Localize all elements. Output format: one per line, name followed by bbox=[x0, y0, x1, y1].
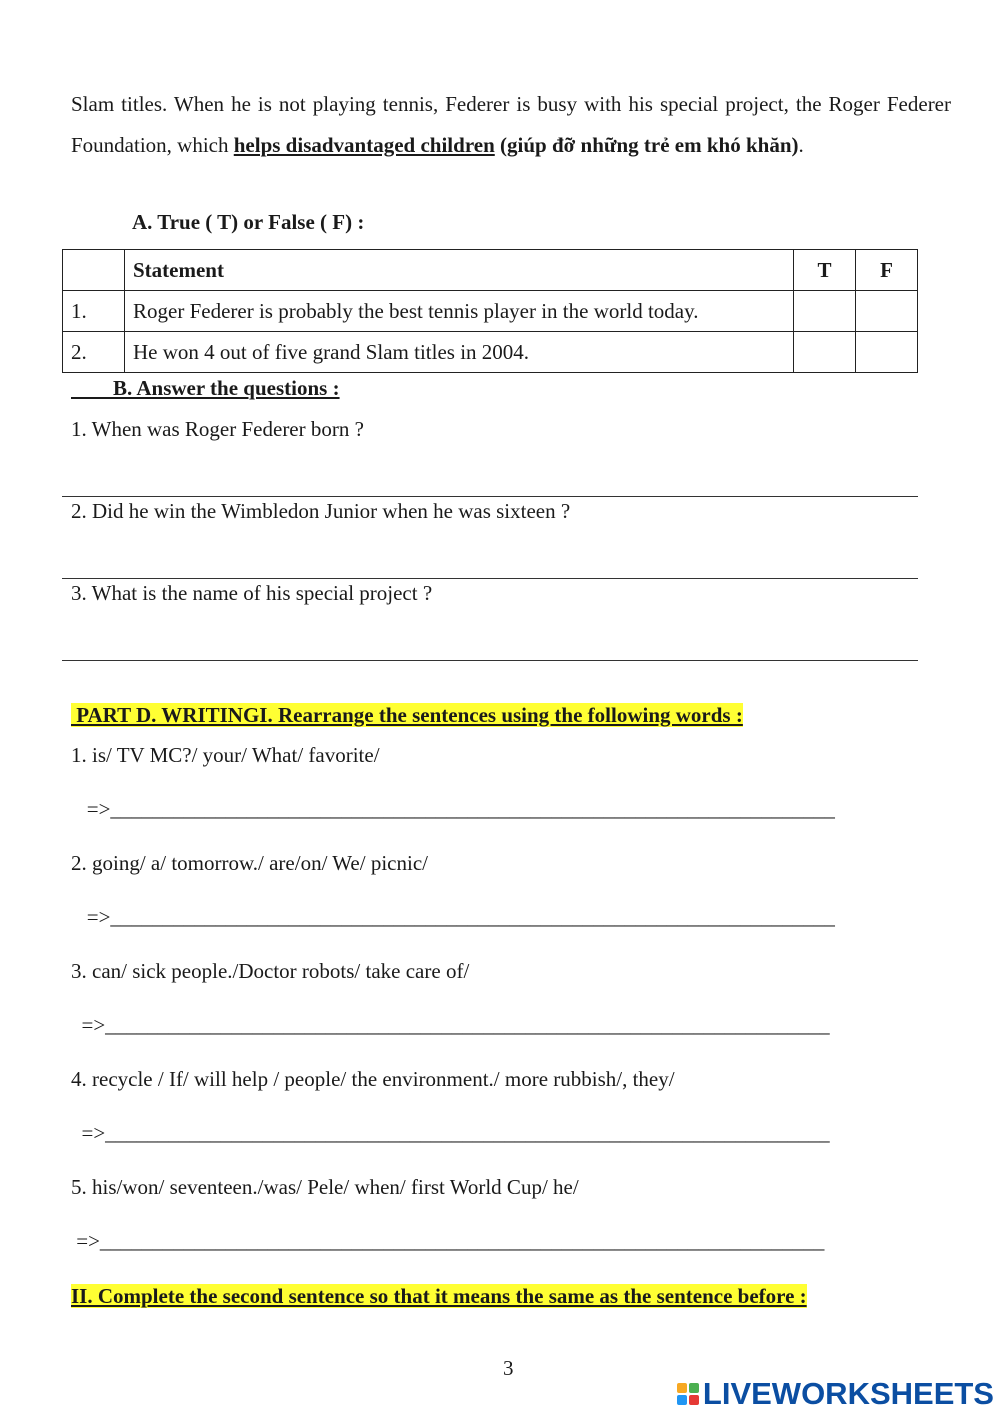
row-false-cell[interactable] bbox=[856, 332, 918, 373]
row-number: 1. bbox=[63, 291, 125, 332]
rearrange-answer-1[interactable]: =>_____________________________________________________________________ bbox=[71, 797, 835, 821]
answer-line-3[interactable] bbox=[62, 660, 918, 661]
rearrange-answer-2[interactable]: =>_____________________________________________________________________ bbox=[71, 905, 835, 929]
rearrange-prompt-5: 5. his/won/ seventeen./was/ Pele/ when/ first World Cup/ he/ bbox=[71, 1175, 579, 1199]
header-false: F bbox=[856, 250, 918, 291]
table-header-row bbox=[63, 250, 918, 291]
liveworksheets-logo[interactable] bbox=[677, 1376, 994, 1412]
header-statement: Statement bbox=[125, 250, 794, 291]
table-row bbox=[63, 291, 918, 332]
answer-line-1[interactable] bbox=[62, 496, 918, 497]
liveworksheets-logo-icon bbox=[677, 1383, 699, 1405]
row-true-cell[interactable] bbox=[794, 291, 856, 332]
part-d-heading bbox=[71, 703, 743, 728]
part-ii-heading bbox=[71, 1284, 807, 1309]
table-row bbox=[63, 332, 918, 373]
question-2: 2. Did he win the Wimbledon Junior when he was sixteen ? bbox=[71, 499, 571, 523]
row-true-cell[interactable] bbox=[794, 332, 856, 373]
header-number bbox=[63, 250, 125, 291]
rearrange-prompt-4: 4. recycle / If/ will help / people/ the environment./ more rubbish/, they/ bbox=[71, 1067, 675, 1091]
row-number: 2. bbox=[63, 332, 125, 373]
section-a-title: A. True ( T) or False ( F) : bbox=[132, 210, 365, 234]
intro-gloss: (giúp đỡ những trẻ em khó khăn) bbox=[494, 132, 799, 157]
question-1: 1. When was Roger Federer born ? bbox=[71, 417, 364, 441]
answer-line-2[interactable] bbox=[62, 578, 918, 579]
intro-end: . bbox=[798, 132, 804, 157]
part-d-heading-text: PART D. WRITINGI. Rearrange the sentences using the following words : bbox=[71, 703, 743, 727]
intro-key-phrase: helps disadvantaged children bbox=[233, 132, 495, 157]
rearrange-answer-4[interactable]: =>_____________________________________________________________________ bbox=[71, 1121, 830, 1145]
row-false-cell[interactable] bbox=[856, 291, 918, 332]
section-b-title: B. Answer the questions : bbox=[71, 376, 340, 400]
row-statement: Roger Federer is probably the best tennis player in the world today. bbox=[125, 291, 794, 332]
rearrange-prompt-3: 3. can/ sick people./Doctor robots/ take care of/ bbox=[71, 959, 470, 983]
rearrange-prompt-1: 1. is/ TV MC?/ your/ What/ favorite/ bbox=[71, 743, 380, 767]
row-statement: He won 4 out of five grand Slam titles in 2004. bbox=[125, 332, 794, 373]
intro-text: Slam titles. When he is not playing tennis, Federer is busy with his special project, the Roger Federer Foundation, which bbox=[71, 92, 951, 157]
header-true: T bbox=[794, 250, 856, 291]
part-ii-heading-text: II. Complete the second sentence so that it means the same as the sentence before : bbox=[71, 1284, 807, 1308]
page-number: 3 bbox=[503, 1356, 514, 1380]
brand-name: LIVEWORKSHEETS bbox=[702, 1376, 994, 1411]
true-false-table bbox=[62, 249, 918, 373]
rearrange-prompt-2: 2. going/ a/ tomorrow./ are/on/ We/ picnic/ bbox=[71, 851, 428, 875]
rearrange-answer-5[interactable]: =>_____________________________________________________________________ bbox=[71, 1229, 825, 1253]
question-3: 3. What is the name of his special project ? bbox=[71, 581, 433, 605]
intro-paragraph bbox=[71, 84, 951, 165]
rearrange-answer-3[interactable]: =>_____________________________________________________________________ bbox=[71, 1013, 830, 1037]
